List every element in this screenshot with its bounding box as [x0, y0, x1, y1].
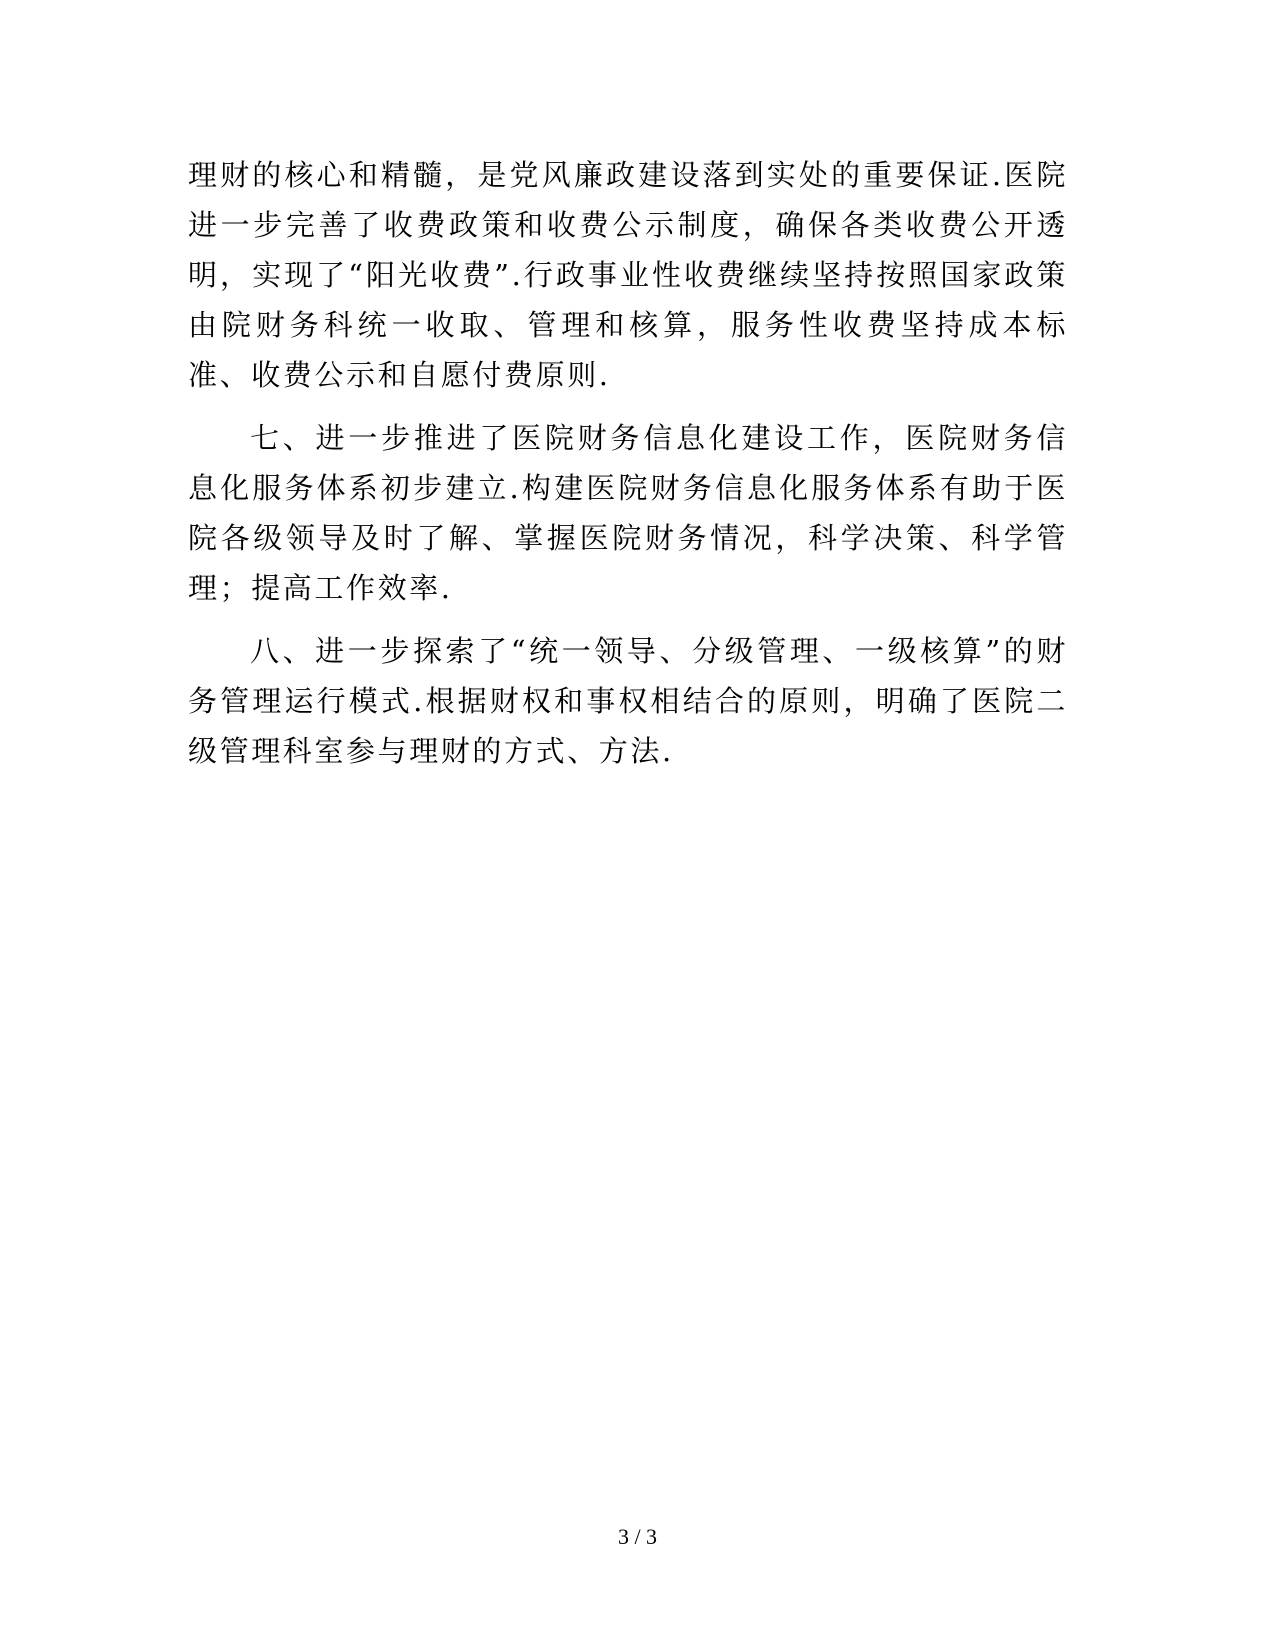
paragraph-section-eight: 八、进一步探索了“统一领导、分级管理、一级核算”的财务管理运行模式.根据财权和事权相结合的原则，明确了医院二级管理科室参与理财的方式、方法.: [188, 634, 1068, 768]
paragraph-section-seven: 七、进一步推进了医院财务信息化建设工作，医院财务信息化服务体系初步建立.构建医院财务信息化服务体系有助于医院各级领导及时了解、掌握医院财务情况，科学决策、科学管理；提高工作效率.: [188, 421, 1068, 605]
document-body: [188, 150, 1068, 776]
page-number: 3 / 3: [617, 1524, 658, 1549]
paragraph-continued: 理财的核心和精髓，是党风廉政建设落到实处的重要保证.医院进一步完善了收费政策和收费公示制度，确保各类收费公开透明，实现了“阳光收费”.行政事业性收费继续坚持按照国家政策由院财务科统一收取、管理和核算，服务性收费坚持成本标准、收费公示和自愿付费原则.: [188, 158, 1068, 392]
